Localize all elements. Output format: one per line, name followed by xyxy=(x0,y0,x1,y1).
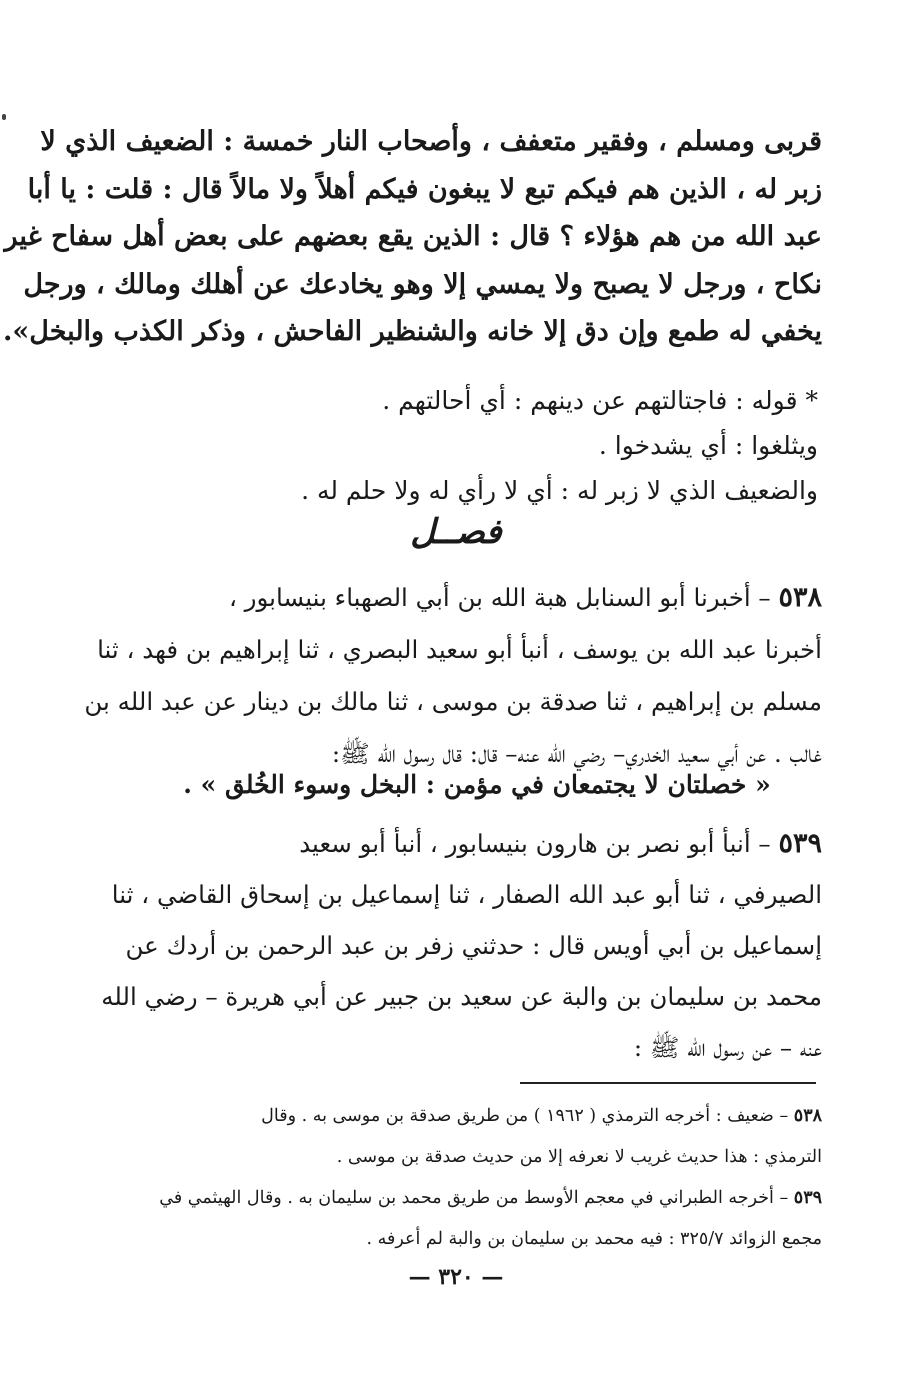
footnote-text: – ضعيف : أخرجه الترمذي ( ١٩٦٢ ) من طريق صدقة بن موسى به . وقال xyxy=(261,1106,789,1126)
glossary-line: * قوله : فاجتالتهم عن دينهم : أي أحالتهم . xyxy=(382,386,818,415)
hadith-538-quote: « خصلتان لا يجتمعان في مؤمن : البخل وسوء الخُلق » . xyxy=(183,770,771,799)
text-line: زبر له ، الذين هم فيكم تبع لا يبغون فيكم أهلاً ولا مالاً قال : قلت : يا أبا xyxy=(27,173,822,205)
hadith-text-bold xyxy=(3,118,822,356)
hadith-number: ٥٣٩ xyxy=(778,828,822,859)
footnotes xyxy=(87,1096,822,1260)
hadith-538-first-line xyxy=(132,572,822,624)
text-line: مسلم بن إبراهيم ، ثنا صدقة بن موسى ، ثنا مالك بن دينار عن عبد الله بن xyxy=(84,687,822,716)
text-line: قربى ومسلم ، وفقير متعفف ، وأصحاب النار خمسة : الضعيف الذي لا xyxy=(40,126,822,157)
section-heading: فصــل xyxy=(410,512,502,552)
text-line: عنه – عن رسول الله ﷺ : xyxy=(633,1033,822,1062)
hadith-number: ٥٣٨ xyxy=(778,582,822,613)
text-line: – أخبرنا أبو السنابل هبة الله بن أبي الصهباء بنيسابور ، xyxy=(228,583,771,612)
text-line: عبد الله من هم هؤلاء ؟ قال : الذين يقع بعضهم على بعض أهل سفاح غير xyxy=(4,221,822,252)
text-line: أخبرنا عبد الله بن يوسف ، أنبأ أبو سعيد البصري ، ثنا إبراهيم بن فهد ، ثنا xyxy=(97,635,822,664)
footnote-number: ٥٣٨ xyxy=(793,1106,822,1126)
text-line: الصيرفي ، ثنا أبو عبد الله الصفار ، ثنا إسماعيل بن إسحاق القاضي ، ثنا xyxy=(111,880,822,909)
footnote-divider xyxy=(520,1082,816,1084)
text-line: نكاح ، ورجل لا يصبح ولا يمسي إلا وهو يخادعك عن أهلك ومالك ، ورجل xyxy=(23,268,822,300)
footnote-538-line xyxy=(87,1096,822,1137)
text-line: يخفي له طمع وإن دق إلا خانه والشنظير الفاحش ، وذكر الكذب والبخل». xyxy=(3,316,822,347)
footnote-539-line xyxy=(87,1178,822,1219)
hadith-539 xyxy=(101,818,822,1073)
footnote-text: الترمذي : هذا حديث غريب لا نعرفه إلا من حديث صدقة بن موسى . xyxy=(336,1147,822,1167)
footnote-number: ٥٣٩ xyxy=(793,1188,822,1208)
text-line: غالب . عن أبي سعيد الخدري– رضي الله عنه– قال: قال رسول الله ﷺ: xyxy=(331,739,822,768)
glossary-line: والضعيف الذي لا زبر له : أي لا رأي له ولا حلم له . xyxy=(301,476,818,505)
glossary-line: ويثلغوا : أي يشدخوا . xyxy=(598,431,818,460)
footnote-text: – أخرجه الطبراني في معجم الأوسط من طريق محمد بن سليمان به . وقال الهيثمي في xyxy=(159,1188,789,1208)
text-line: إسماعيل بن أبي أويس قال : حدثني زفر بن عبد الرحمن بن أردك عن xyxy=(125,931,822,960)
glossary-notes xyxy=(132,378,822,513)
hadith-539-first-line xyxy=(132,818,822,869)
margin-mark xyxy=(2,114,6,120)
footnote-text: مجمع الزوائد ٣٢٥/٧ : فيه محمد بن سليمان بن والبة لم أعرفه . xyxy=(366,1229,822,1249)
text-line: – أنبأ أبو نصر بن هارون بنيسابور ، أنبأ أبو سعيد xyxy=(299,829,771,858)
hadith-538 xyxy=(84,572,822,780)
page-number: — ٣٢٠ — xyxy=(408,1264,504,1290)
text-line: محمد بن سليمان بن والبة عن سعيد بن جبير عن أبي هريرة – رضي الله xyxy=(101,982,822,1011)
